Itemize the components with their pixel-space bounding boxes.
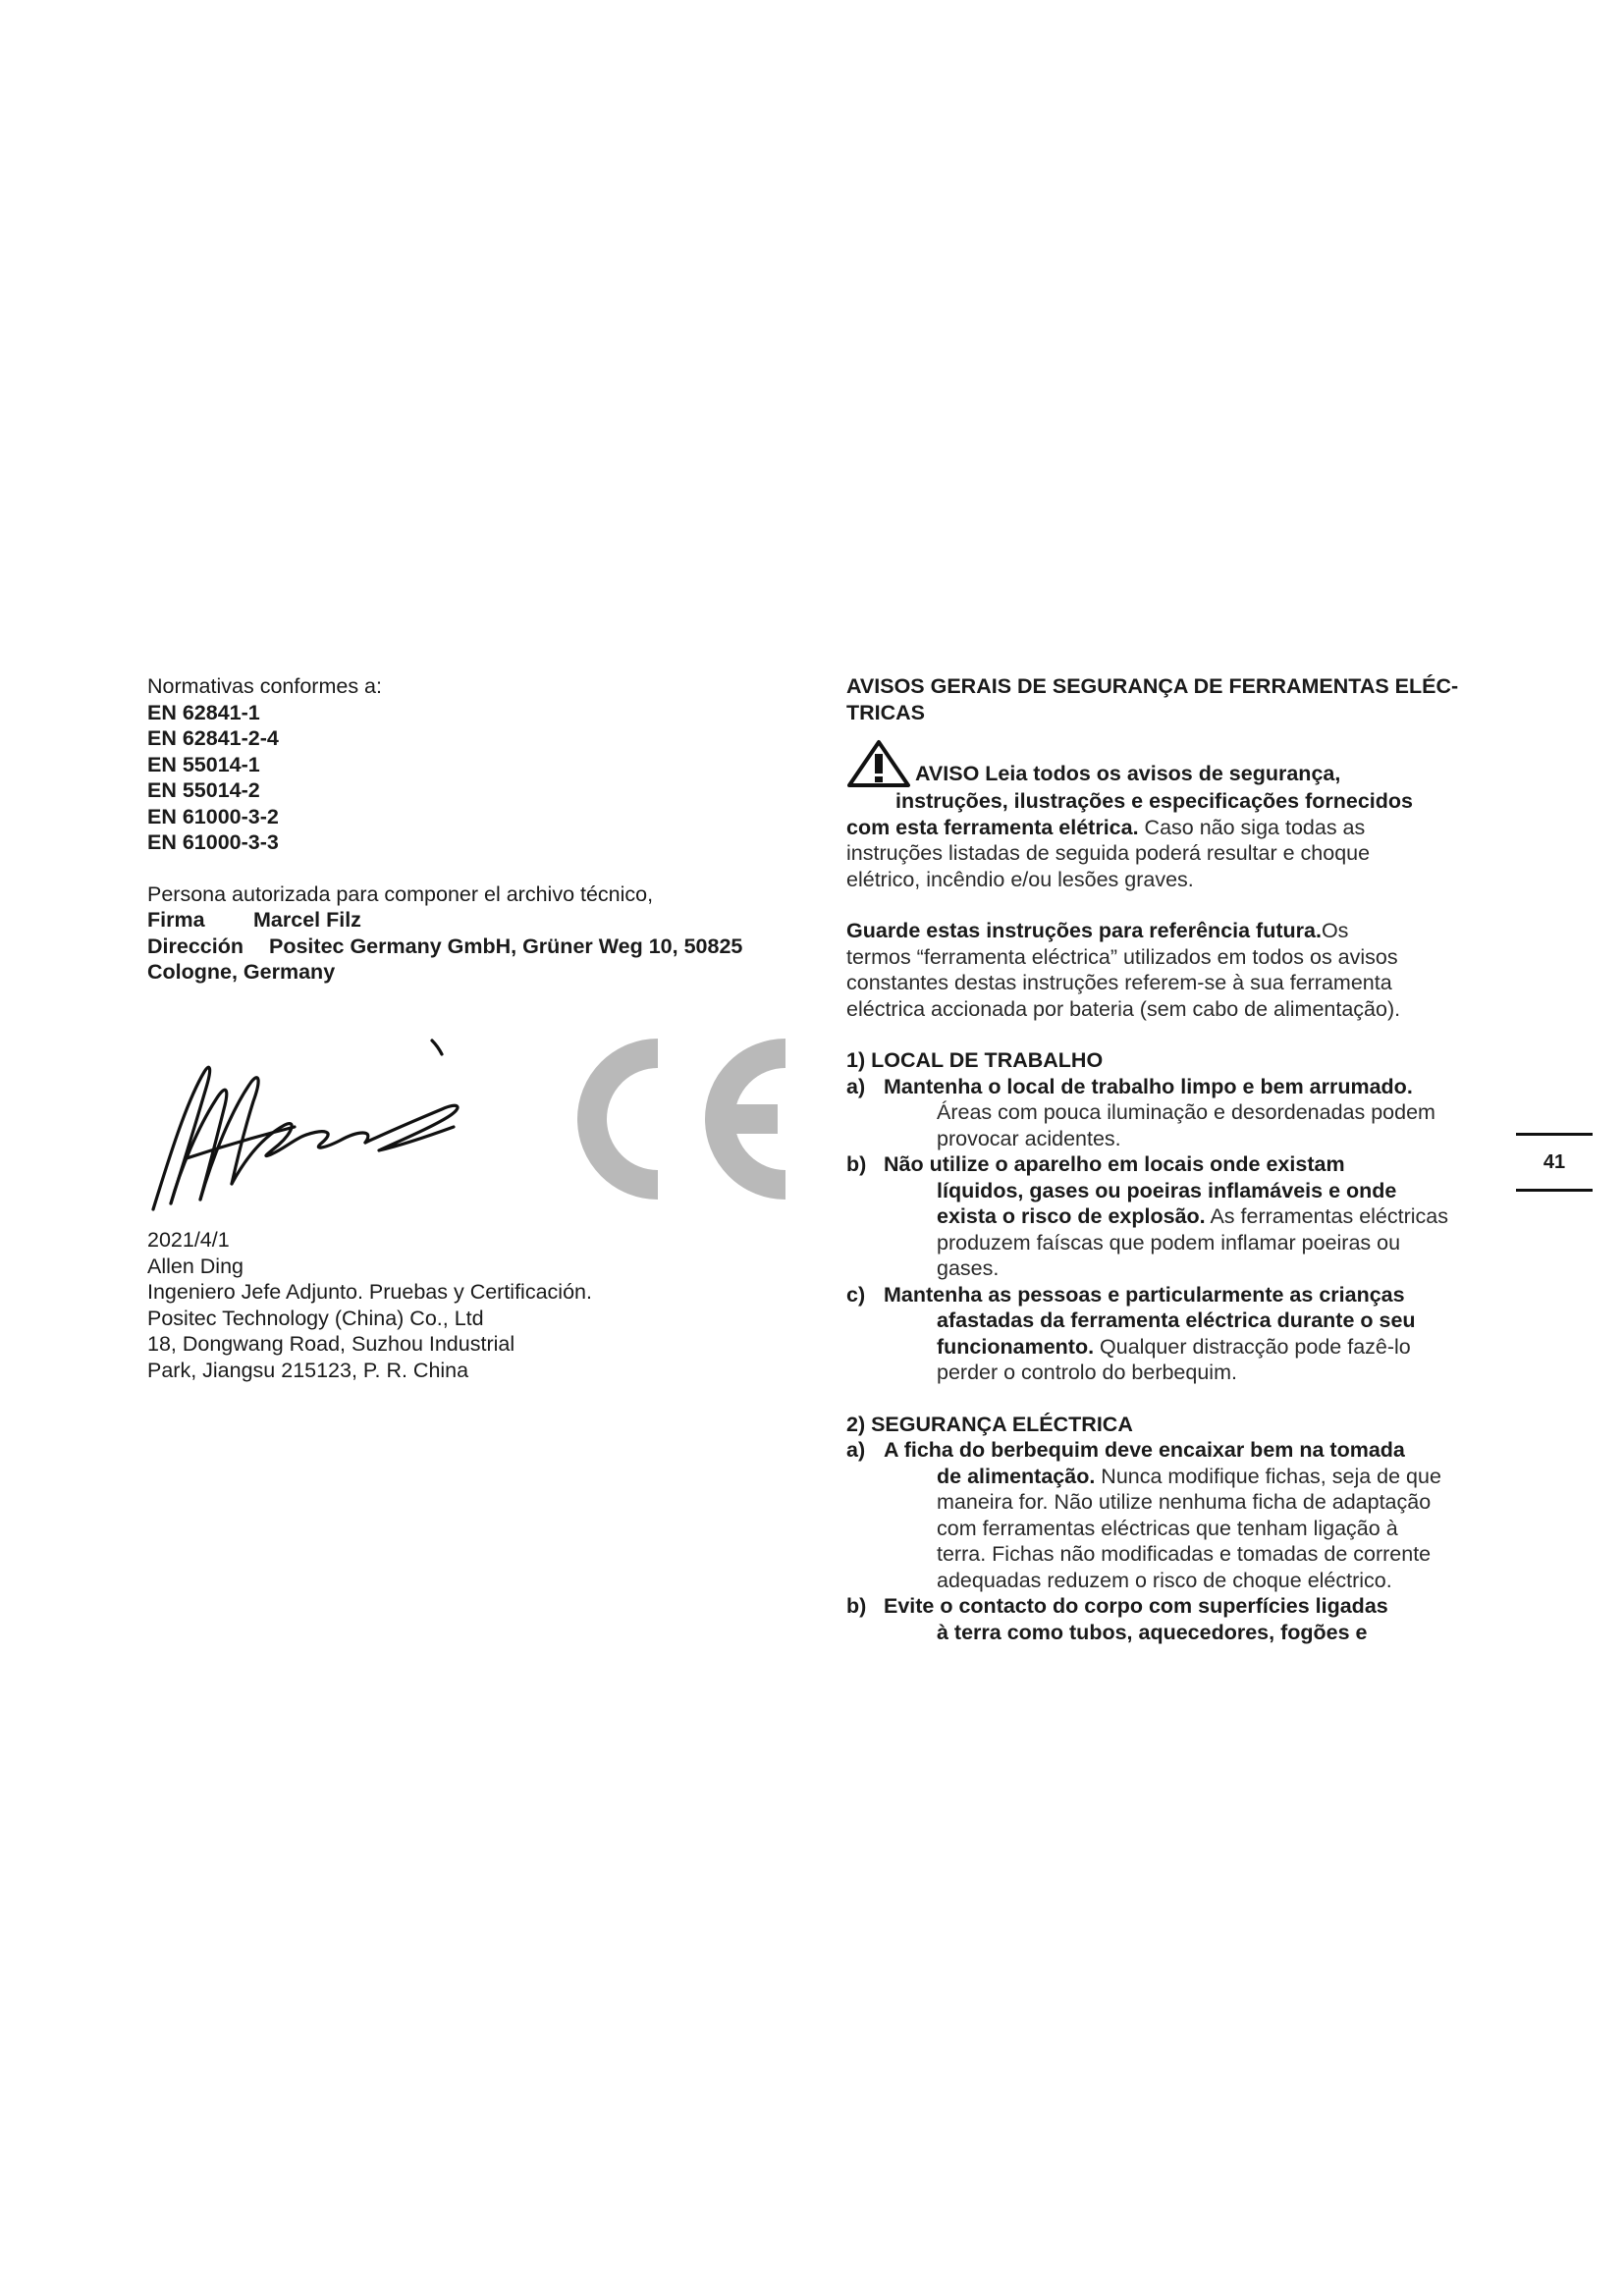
norm-item: EN 55014-2 [147, 778, 260, 802]
signer-title: Ingeniero Jefe Adjunto. Pruebas y Certificación. [147, 1280, 592, 1304]
signature-date: 2021/4/1 [147, 1228, 230, 1252]
signature-row [147, 1011, 815, 1217]
norm-item: EN 62841-1 [147, 700, 260, 724]
norm-item: EN 55014-1 [147, 752, 260, 776]
warning-triangle-icon [846, 739, 911, 788]
left-column [147, 673, 815, 986]
list-item: b) Evite o contacto do corpo com superfícies ligadas à terra como tubos, aquecedores, fogões e [846, 1594, 1388, 1644]
norm-item: EN 62841-2-4 [147, 726, 279, 750]
company-address: 18, Dongwang Road, Suzhou Industrial [147, 1332, 515, 1356]
subsection-title: 2) SEGURANÇA ELÉCTRICA [846, 1412, 1133, 1436]
company-address-cont: Park, Jiangsu 215123, P. R. China [147, 1358, 469, 1382]
direccion-value: Positec Germany GmbH, Grüner Weg 10, 50825 [269, 934, 743, 958]
general-warning: AVISO Leia todos os avisos de segurança, instruções, ilustrações e especificações fornecidos com esta ferramenta elétrica. Caso não siga todas as instruções listadas de seguida poderá resultar e choque elétrico, incêndio e/ou lesões graves. [846, 739, 1496, 892]
norms-intro: Normativas conformes a: [147, 674, 382, 698]
direccion-value-cont: Cologne, Germany [147, 960, 336, 984]
ce-mark-icon [550, 1039, 807, 1200]
company-name: Positec Technology (China) Co., Ltd [147, 1306, 484, 1330]
page-number: 41 [1516, 1133, 1593, 1192]
list-item: b) Não utilize o aparelho em locais onde existam líquidos, gases ou poeiras inflamáveis e onde exista o risco de explosão. As ferramentas eléctricas produzem faíscas que podem inflamar poeiras ou gases. [846, 1152, 1449, 1280]
direccion-line [147, 934, 815, 960]
section-title: AVISOS GERAIS DE SEGURANÇA DE FERRAMENTAS ELÉC- TRICAS [846, 674, 1459, 724]
signer-name: Allen Ding [147, 1254, 244, 1278]
keep-instructions: Guarde estas instruções para referência futura.Os termos “ferramenta eléctrica” utilizados em todos os avisos constantes destas instruções referem-se à sua ferramenta eléctrica accionada por bateria (sem cabo de alimentação). [846, 919, 1401, 1021]
list-item: a) Mantenha o local de trabalho limpo e bem arrumado. Áreas com pouca iluminação e desordenadas podem provocar acidentes. [846, 1074, 1435, 1150]
subsection-title: 1) LOCAL DE TRABALHO [846, 1048, 1104, 1072]
firma-label: Firma [147, 908, 205, 932]
list-item: c) Mantenha as pessoas e particularmente as crianças afastadas da ferramenta eléctrica durante o seu funcionamento. Qualquer distracção pode fazê-lo perder o controlo do berbequim. [846, 1282, 1416, 1384]
list-item: a) A ficha do berbequim deve encaixar bem na tomada de alimentação. Nunca modifique fichas, seja de que maneira for. Não utilize nenhuma ficha de adaptação com ferramentas eléctricas que tenham ligação à terra. Fichas não modificadas e tomadas de corrente adequadas reduzem o risco de choque eléctrico. [846, 1438, 1441, 1592]
norm-item: EN 61000-3-2 [147, 804, 279, 828]
direccion-label: Dirección [147, 934, 244, 958]
norm-item: EN 61000-3-3 [147, 830, 279, 854]
signer-block [147, 1227, 815, 1383]
firma-value: Marcel Filz [253, 908, 361, 932]
right-column [846, 673, 1496, 1645]
firma-line [147, 907, 815, 934]
authorized-person: Persona autorizada para componer el archivo técnico, [147, 881, 654, 906]
signature-icon [147, 1011, 501, 1217]
